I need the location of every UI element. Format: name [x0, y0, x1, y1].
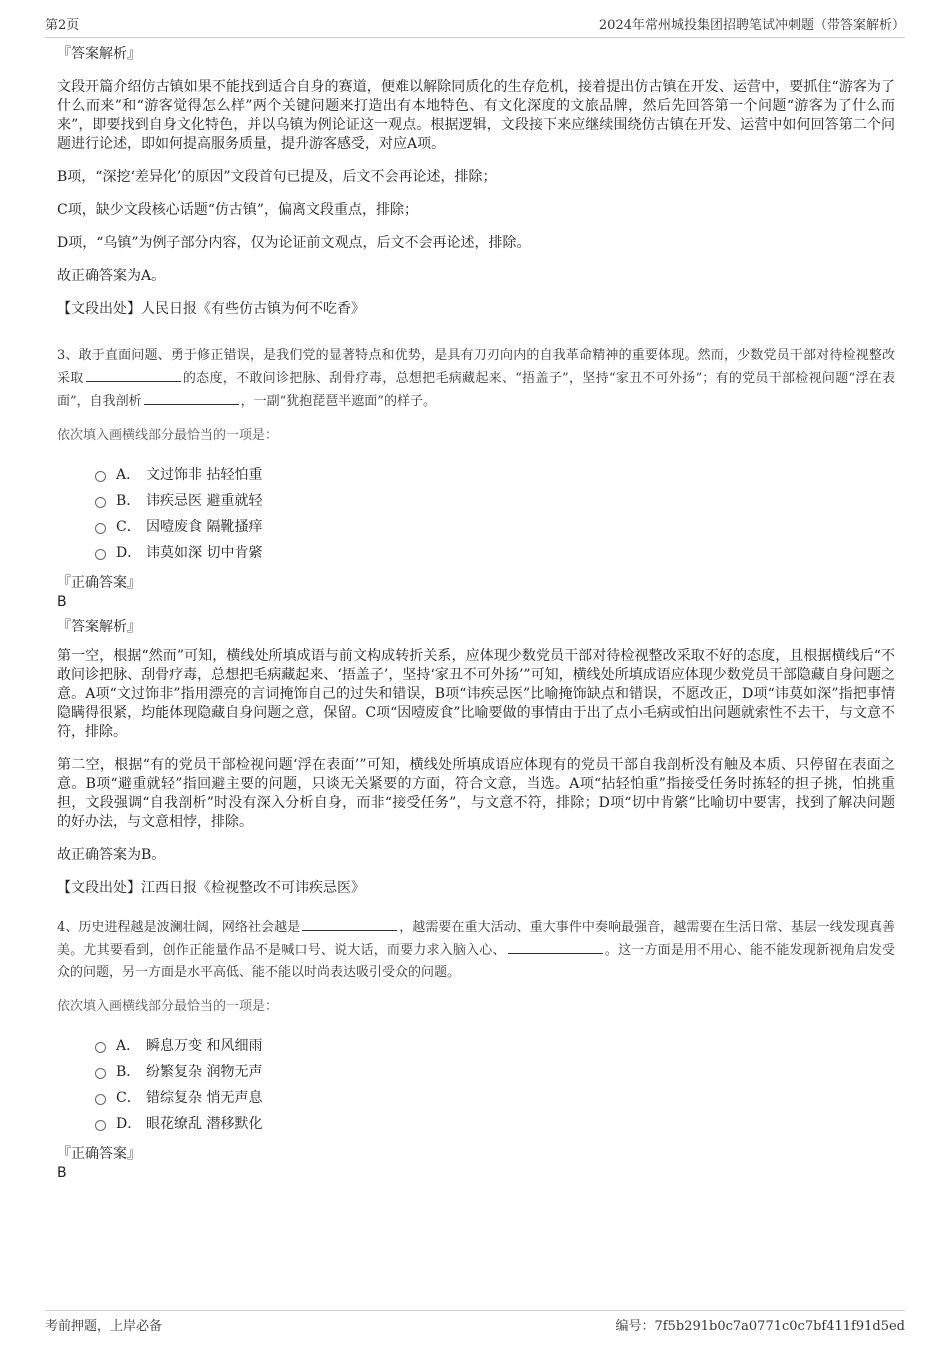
option-a[interactable]: A． 瞬息万变 和风细雨 — [95, 1032, 895, 1058]
radio-icon[interactable] — [95, 549, 106, 560]
radio-icon[interactable] — [95, 1094, 106, 1105]
q3-answer-label: 『正确答案』 — [57, 575, 141, 591]
page-footer — [45, 1310, 905, 1334]
footer-slogan: 考前押题，上岸必备 — [45, 1319, 163, 1334]
option-c[interactable]: C． 错综复杂 悄无声息 — [95, 1084, 895, 1110]
q3-analysis-paragraph: 第一空，根据“然而”可知，横线处所填成语与前文构成转折关系，应体现少数党员干部对待检视整改采取不好的态度，且根据横线后“不敢问诊把脉、刮骨疗毒，总想把毛病藏起来、‘捂盖子’，坚持‘家丑不可外扬’”可知，横线处所填成语应体现少数党员干部隐藏自身问题之意。A项“文过饰非”指用漂亮的言词掩饰自己的过失和错误，B项“讳疾忌医”比喻掩饰缺点和错误，不愿改正，D项“讳莫如深”指把事情隐瞒得很紧，均能体现隐藏自身问题之意，保留。C项“因噎废食”比喻要做的事情由于出了点小毛病或怕出问题就索性不去干，与文意不符，排除。 — [57, 648, 895, 740]
q2-analysis-paragraph: 文段开篇介绍仿古镇如果不能找到适合自身的赛道，便难以解除同质化的生存危机，接着提出仿古镇在开发、运营中，要抓住“游客为了什么而来”和“游客觉得怎么样”两个关键问题来打造出有本地特色、有文化深度的文旅品牌，然后先回答第一个问题“游客为了什么而来”，即要找到自身文化特色，并以乌镇为例论证这一观点。根据逻辑，文段接下来应继续围绕仿古镇在开发、运营中如何回答第二个问题进行论述，即如何提高服务质量，提升游客感受，对应A项。 — [57, 79, 895, 152]
q3-analysis-paragraph: 第二空，根据“有的党员干部检视问题‘浮在表面’”可知，横线处所填成语应体现有的党员干部自我剖析没有触及本质、只停留在表面之意。B项“避重就轻”指回避主要的问题，只谈无关紧要的方面，符合文意，当选。A项“拈轻怕重”指接受任务时拣轻的担子挑，怕挑重担，文段强调“自我剖析”时没有深入分析自身，而非“接受任务”，与文意不符，排除；D项“切中肯綮”比喻切中要害，找到了解决问题的好办法，与文意相悖，排除。 — [57, 757, 895, 830]
fill-blank — [144, 390, 239, 405]
fill-blank — [508, 939, 603, 954]
q4-options — [95, 1032, 895, 1136]
option-b[interactable]: B． 纷繁复杂 润物无声 — [95, 1058, 895, 1084]
q2-analysis-label: 『答案解析』 — [57, 46, 141, 62]
document-title: 2024年常州城投集团招聘笔试冲刺题（带答案解析） — [598, 18, 905, 33]
fill-blank — [86, 367, 181, 382]
q3-question-text: 3、敢于直面问题、勇于修正错误，是我们党的显著特点和优势，是具有刀刃向内的自我革命精神的重要体现。然而，少数党员干部对待检视整改采取 的态度，不敢问诊把脉、刮骨疗毒，总想把毛病藏起来、“捂盖子”，坚持“家丑不可外扬”；有的党员干部检视问题“浮在表面”，自我剖析 ，一副“犹抱琵琶半遮面”的样子。 — [57, 348, 895, 409]
radio-icon[interactable] — [95, 471, 106, 482]
page-content — [57, 44, 895, 1188]
q3-answer: B — [57, 594, 67, 610]
fill-blank — [302, 916, 397, 931]
option-d[interactable]: D． 眼花缭乱 潜移默化 — [95, 1110, 895, 1136]
q2-source: 【文段出处】人民日报《有些仿古镇为何不吃香》 — [57, 301, 365, 317]
q4-answer-label: 『正确答案』 — [57, 1146, 141, 1162]
radio-icon[interactable] — [95, 1042, 106, 1053]
option-b[interactable]: B． 讳疾忌医 避重就轻 — [95, 487, 895, 513]
q3-options — [95, 461, 895, 565]
radio-icon[interactable] — [95, 1068, 106, 1079]
q3-correct-conclusion: 故正确答案为B。 — [57, 847, 166, 863]
q2-analysis-paragraph: B项，“深挖‘差异化’的原因”文段首句已提及，后文不会再论述，排除； — [57, 169, 497, 185]
q2-analysis-paragraph: C项，缺少文段核心话题“仿古镇”，偏离文段重点，排除； — [57, 202, 419, 218]
option-d[interactable]: D． 讳莫如深 切中肯綮 — [95, 539, 895, 565]
q3-analysis-label: 『答案解析』 — [57, 619, 141, 635]
option-a[interactable]: A． 文过饰非 拈轻怕重 — [95, 461, 895, 487]
q3-source: 【文段出处】江西日报《检视整改不可讳疾忌医》 — [57, 880, 365, 896]
q4-question-text: 4、历史进程越是波澜壮阔，网络社会越是 ，越需要在重大活动、重大事件中奏响最强音，越需要在生活日常、基层一线发现真善美。尤其要看到，创作正能量作品不是喊口号、说大话，而要力求入脑入心、 。这一方面是用不用心、能不能发现新视角启发受众的问题，另一方面是水平高低、能不能以时尚表达吸引受众的问题。 — [57, 916, 895, 984]
q2-analysis-paragraph: D项，“乌镇”为例子部分内容，仅为论证前文观点，后文不会再论述，排除。 — [57, 235, 531, 251]
q2-correct-conclusion: 故正确答案为A。 — [57, 268, 166, 284]
page-number: 第2页 — [45, 18, 80, 33]
radio-icon[interactable] — [95, 1120, 106, 1131]
document-code: 编号：7f5b291b0c7a0771c0c7bf411f91d5ed — [615, 1319, 905, 1334]
radio-icon[interactable] — [95, 497, 106, 508]
page-header — [45, 14, 905, 38]
q4-answer: B — [57, 1165, 67, 1181]
option-c[interactable]: C． 因噎废食 隔靴搔痒 — [95, 513, 895, 539]
radio-icon[interactable] — [95, 523, 106, 534]
q3-instruction: 依次填入画横线部分最恰当的一项是： — [57, 428, 279, 443]
q4-instruction: 依次填入画横线部分最恰当的一项是： — [57, 999, 279, 1014]
